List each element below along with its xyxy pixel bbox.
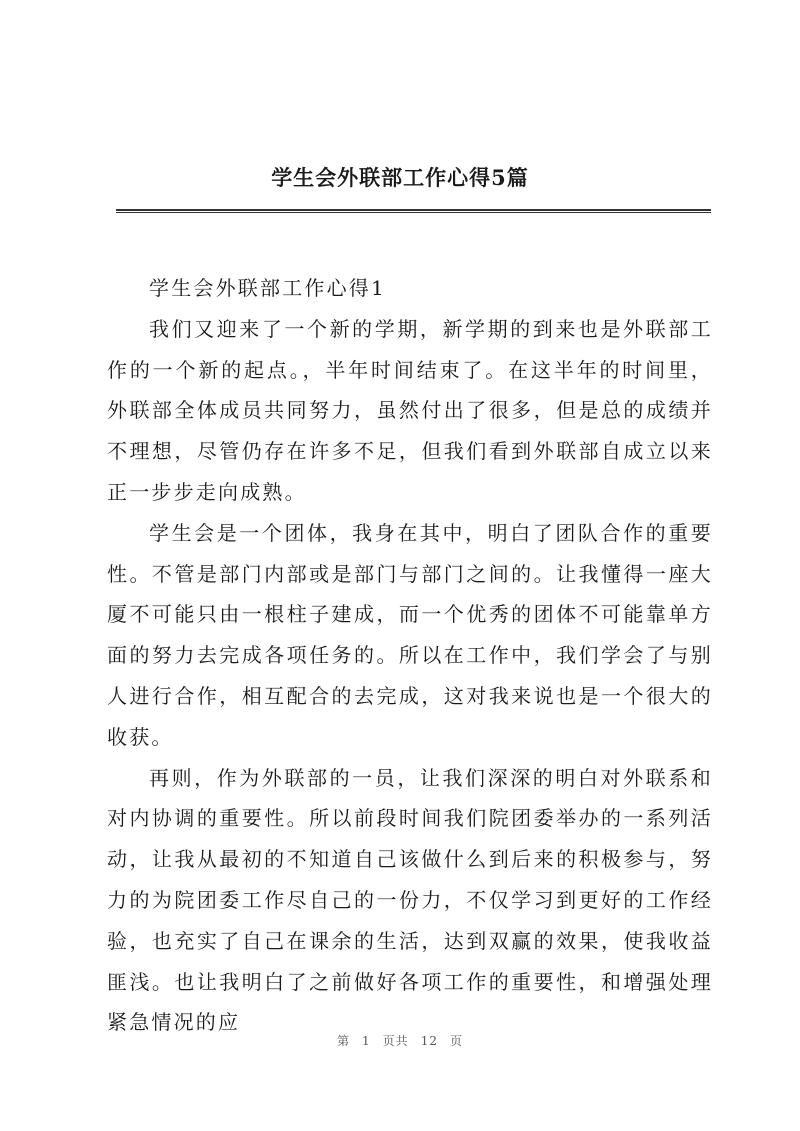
page-label-suffix: 页 bbox=[449, 1034, 463, 1048]
page-label-middle: 页共 bbox=[382, 1034, 409, 1048]
page-label-prefix: 第 bbox=[337, 1034, 351, 1048]
body-paragraph: 我们又迎来了一个新的学期，新学期的到来也是外联部工作的一个新的起点。，半年时间结束了。在这半年的时间里，外联部全体成员共同努力，虽然付出了很多，但是总的成绩并不理想，尽管仍存在许多不足，但我们看到外联部自成立以来正一步步走向成熟。 bbox=[107, 316, 713, 504]
document-title: 学生会外联部工作心得5篇 bbox=[271, 165, 529, 190]
body-paragraph: 再则，作为外联部的一员，让我们深深的明白对外联系和对内协调的重要性。所以前段时间我们院团委举办的一系列活动，让我从最初的不知道自己该做什么到后来的积极参与，努力的为院团委工作尽自己的一份力，不仅学习到更好的工作经验，也充实了自己在课余的生活，达到双赢的效果，使我收益匪浅。也让我明白了之前做好各项工作的重要性，和增强处理紧急情况的应 bbox=[107, 765, 713, 1035]
total-pages-number: 12 bbox=[420, 1034, 438, 1048]
document-body bbox=[107, 268, 713, 1043]
title-divider bbox=[116, 209, 711, 213]
current-page-number: 1 bbox=[362, 1034, 371, 1048]
section-heading: 学生会外联部工作心得1 bbox=[149, 276, 386, 300]
body-paragraph: 学生会是一个团体，我身在其中，明白了团队合作的重要性。不管是部门内部或是部门与部门之间的。让我懂得一座大厦不可能只由一根柱子建成，而一个优秀的团体不可能靠单方面的努力去完成各项任务的。所以在工作中，我们学会了与别人进行合作，相互配合的去完成，这对我来说也是一个很大的收获。 bbox=[107, 520, 713, 749]
page-footer bbox=[0, 1032, 800, 1049]
